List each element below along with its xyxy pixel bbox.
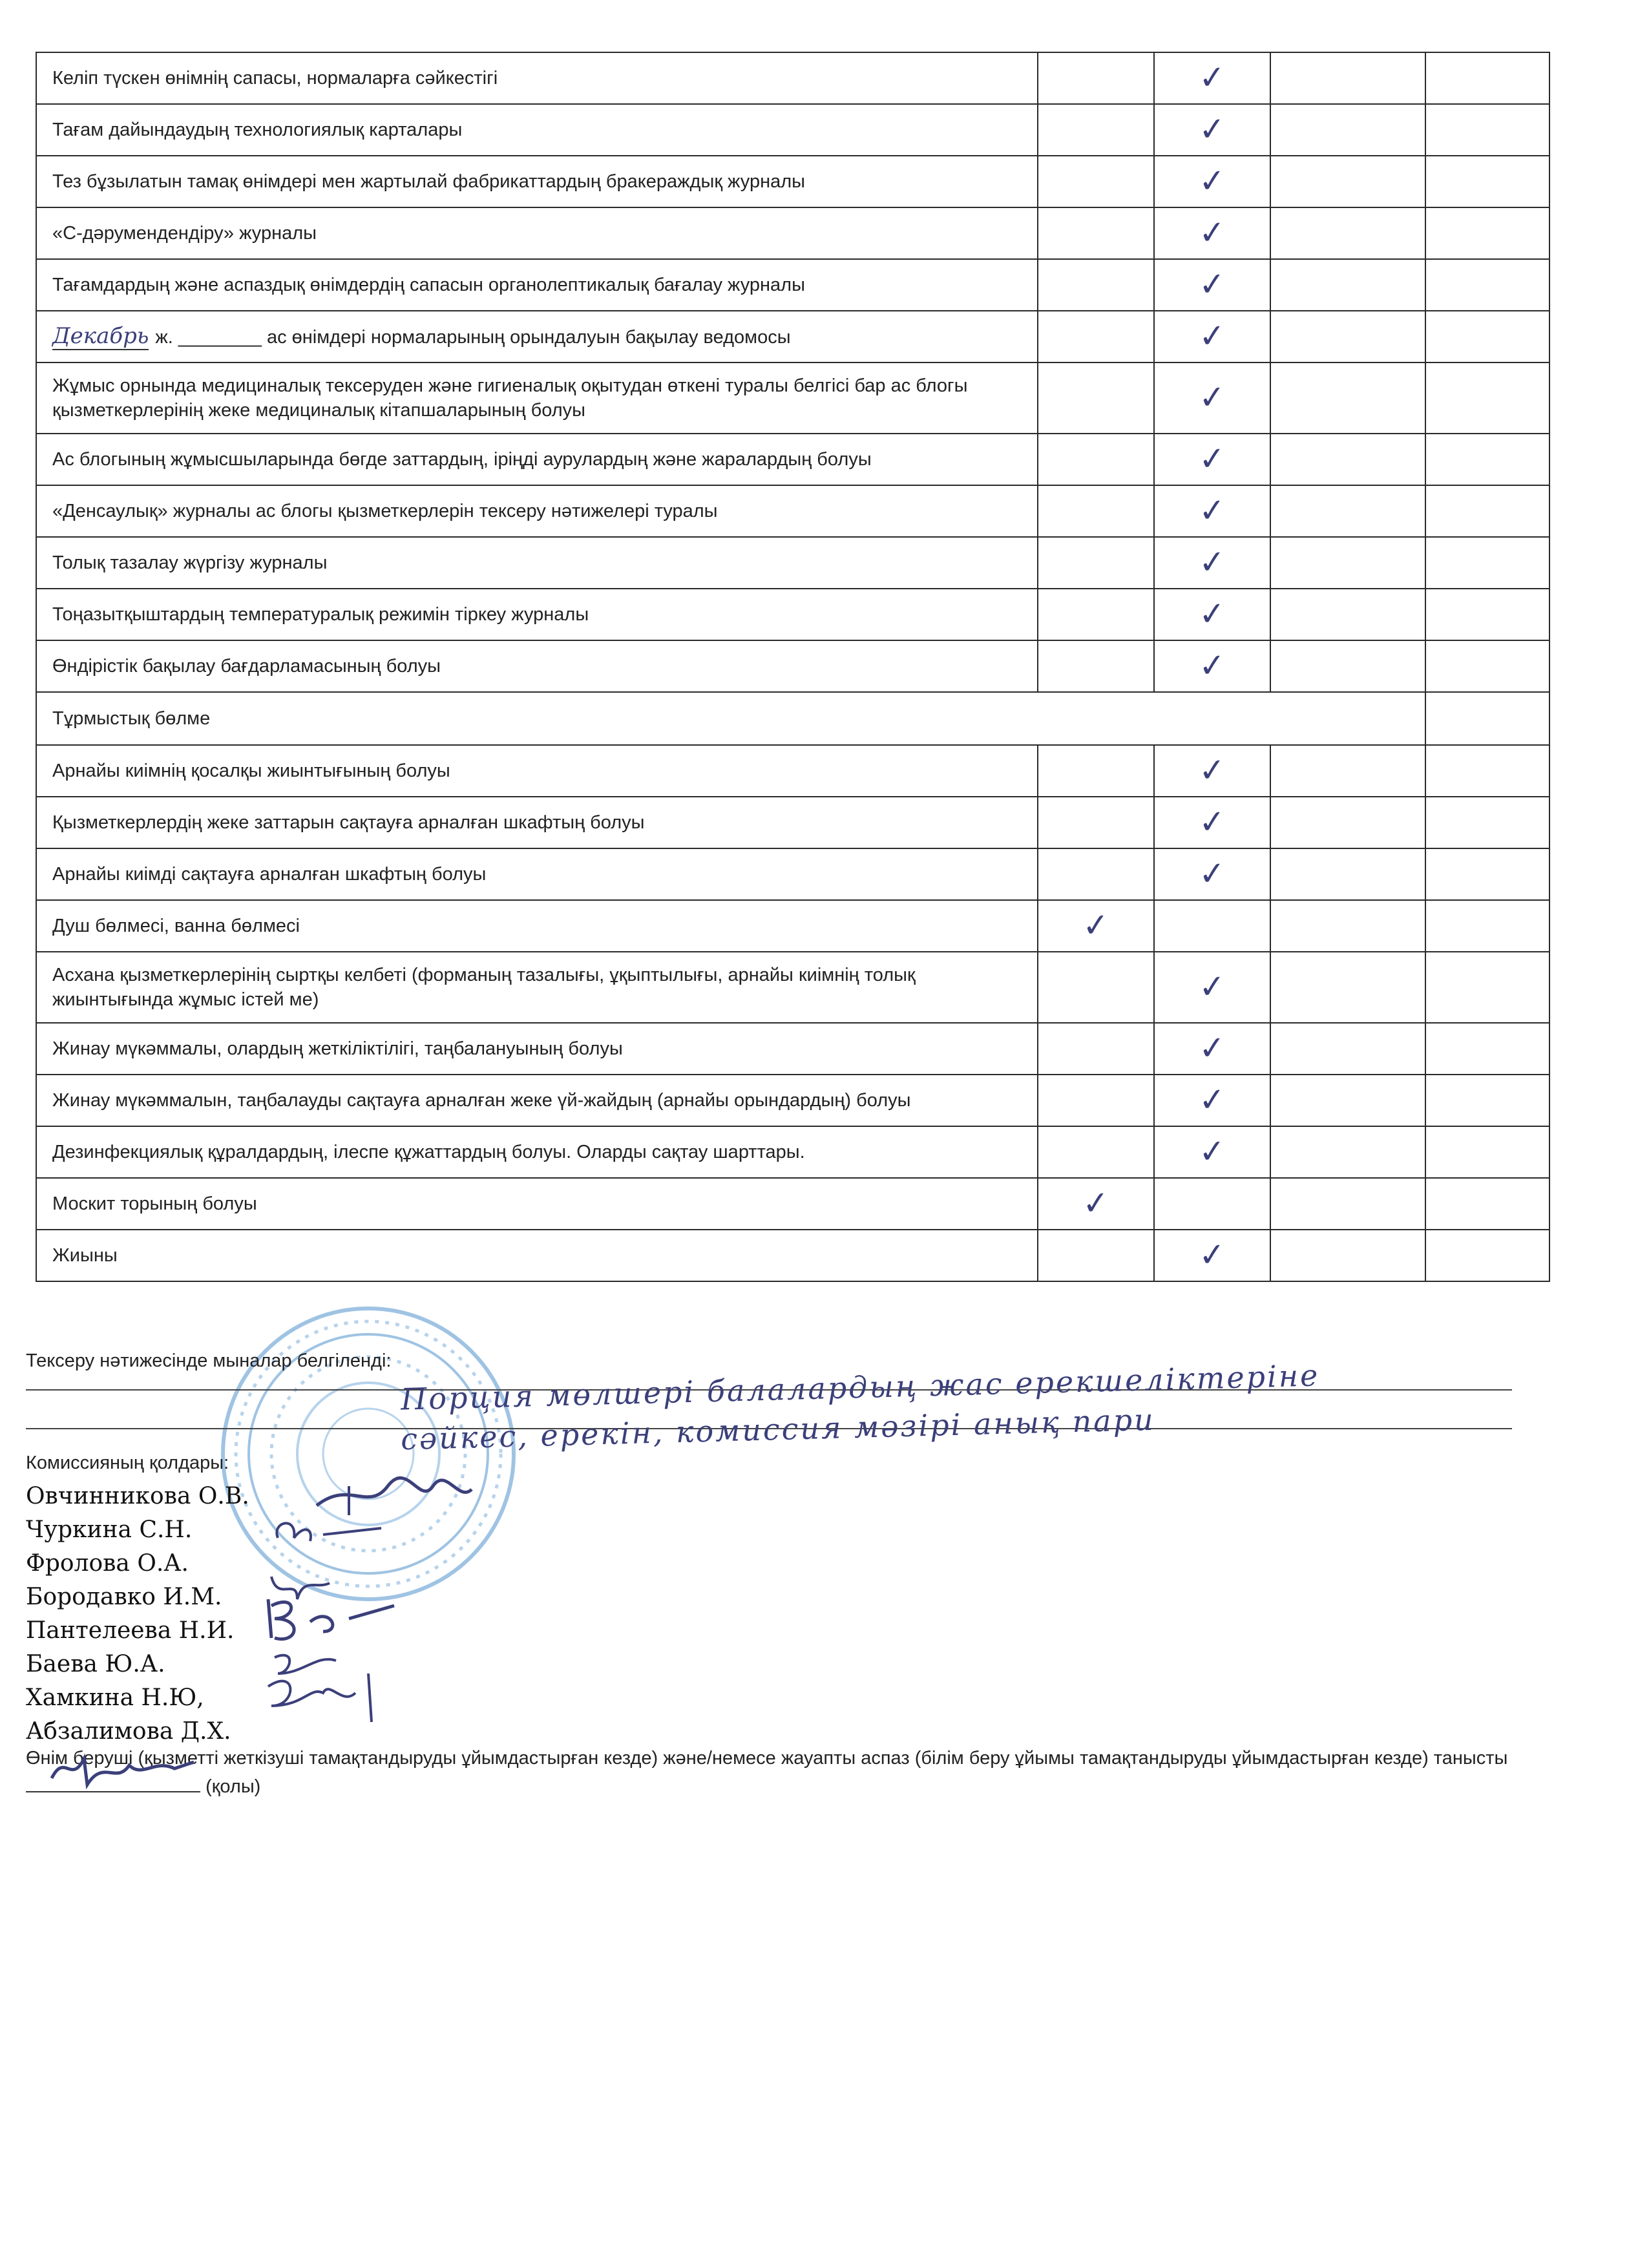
mark-cell [1154, 434, 1270, 485]
check-mark-icon: ✓ [1197, 58, 1227, 98]
producer-acknowledgement [26, 1745, 1512, 1800]
mark-cell [1425, 745, 1549, 797]
section-heading [36, 692, 1425, 745]
mark-cell [1154, 952, 1270, 1023]
row-label-text: Тұрмыстық бөлме [52, 708, 211, 729]
mark-cell [1154, 485, 1270, 537]
check-mark-icon: ✓ [1197, 161, 1227, 201]
mark-cell [1038, 848, 1154, 900]
checklist-row [36, 589, 1549, 640]
producer-signature-line [26, 1772, 200, 1792]
mark-cell [1270, 1230, 1425, 1281]
mark-cell [1270, 259, 1425, 311]
mark-cell [1425, 156, 1549, 207]
signature-4 [258, 1593, 401, 1644]
row-label-text: Тағам дайындаудың технологиялық карталары [52, 120, 463, 140]
mark-cell [1038, 104, 1154, 156]
mark-cell [1154, 640, 1270, 692]
checklist-row [36, 797, 1549, 848]
mark-cell [1425, 1023, 1549, 1075]
mark-cell [1270, 848, 1425, 900]
check-mark-icon: ✓ [1197, 490, 1227, 530]
mark-cell [1038, 311, 1154, 362]
mark-cell [1425, 207, 1549, 259]
commission-members [26, 1480, 249, 1748]
handwritten-month: Декабрь [52, 323, 149, 349]
mark-cell [1038, 362, 1154, 434]
commission-label: Комиссияның қолдары: [26, 1453, 229, 1473]
checklist-row [36, 434, 1549, 485]
mark-cell [1270, 1178, 1425, 1230]
mark-cell [1038, 589, 1154, 640]
mark-cell [1038, 537, 1154, 589]
mark-cell [1270, 797, 1425, 848]
signature-2 [265, 1509, 394, 1554]
row-label-text: Ас блогының жұмысшыларында бөгде заттардың, іріңді аурулардың және жаралардың болуы [52, 449, 872, 470]
row-label [36, 848, 1038, 900]
row-label-text: Келіп түскен өнімнің сапасы, нормаларға сәйкестігі [52, 68, 498, 89]
mark-cell [1270, 207, 1425, 259]
check-mark-icon: ✓ [1081, 905, 1111, 945]
row-label [36, 1023, 1038, 1075]
check-mark-icon: ✓ [1197, 542, 1227, 582]
mark-cell [1154, 311, 1270, 362]
mark-cell [1154, 1178, 1270, 1230]
mark-cell [1154, 797, 1270, 848]
row-label [36, 589, 1038, 640]
check-mark-icon: ✓ [1197, 213, 1227, 253]
mark-cell [1038, 259, 1154, 311]
row-label [36, 485, 1038, 537]
checklist-row [36, 485, 1549, 537]
row-label-text: Өндірістік бақылау бағдарламасының болуы [52, 656, 441, 677]
row-label [36, 745, 1038, 797]
findings-label: Тексеру нәтижесінде мыналар белгіленді: [26, 1350, 392, 1371]
check-mark-icon: ✓ [1197, 802, 1227, 842]
checklist-row [36, 848, 1549, 900]
handwritten-finding-2: сәйкес, ерекін, комиссия мәзірі анық пари [400, 1402, 1156, 1457]
handwritten-finding-1: Порция мөлшері балалардың жас ерекшеліктеріне [400, 1358, 1320, 1417]
mark-cell [1425, 952, 1549, 1023]
checklist-row [36, 311, 1549, 362]
row-label [36, 640, 1038, 692]
mark-cell [1154, 537, 1270, 589]
producer-signature [45, 1746, 200, 1791]
row-label-text: Жиыны [52, 1245, 118, 1266]
commission-member: Фролова О.А. [26, 1550, 189, 1577]
mark-cell [1270, 952, 1425, 1023]
checklist-row [36, 1230, 1549, 1281]
row-label-text: Арнайы киімді сақтауға арналған шкафтың болуы [52, 864, 487, 885]
checklist-row [36, 1126, 1549, 1178]
row-label [36, 1230, 1038, 1281]
row-label-text: Дезинфекциялық құралдардың, ілеспе құжаттардың болуы. Оларды сақтау шарттары. [52, 1142, 805, 1162]
producer-signature-caption: (қолы) [205, 1776, 261, 1797]
check-mark-icon: ✓ [1197, 750, 1227, 790]
row-label-text: Душ бөлмесі, ванна бөлмесі [52, 916, 300, 936]
mark-cell [1154, 745, 1270, 797]
mark-cell [1154, 1126, 1270, 1178]
row-label-text: Арнайы киімнің қосалқы жиынтығының болуы [52, 761, 450, 781]
check-mark-icon: ✓ [1197, 377, 1227, 417]
row-label [36, 434, 1038, 485]
row-label [36, 797, 1038, 848]
mark-cell [1425, 797, 1549, 848]
row-label [36, 104, 1038, 156]
commission-member: Баева Ю.А. [26, 1651, 165, 1677]
check-mark-icon: ✓ [1197, 439, 1227, 479]
mark-cell [1038, 1126, 1154, 1178]
mark-cell [1270, 900, 1425, 952]
mark-cell [1425, 1230, 1549, 1281]
row-label [36, 207, 1038, 259]
row-label [36, 1126, 1038, 1178]
mark-cell [1154, 1075, 1270, 1126]
check-mark-icon: ✓ [1197, 109, 1227, 149]
check-mark-icon: ✓ [1197, 1235, 1227, 1275]
mark-cell [1425, 259, 1549, 311]
commission-member: Абзалимова Д.Х. [26, 1718, 231, 1745]
mark-cell [1154, 900, 1270, 952]
check-mark-icon: ✓ [1197, 264, 1227, 304]
mark-cell [1270, 1075, 1425, 1126]
checklist-row [36, 692, 1549, 745]
check-mark-icon: ✓ [1197, 1028, 1227, 1068]
mark-cell [1154, 362, 1270, 434]
mark-cell [1038, 1178, 1154, 1230]
producer-text: Өнім беруші (қызметті жеткізуші тамақтандыруды ұйымдастырған кезде) және/немесе жауапты аспаз (білім беру ұйымы тамақтандыруды ұйымдастырған кезде) танысты [26, 1748, 1508, 1769]
mark-cell [1270, 156, 1425, 207]
mark-cell [1270, 434, 1425, 485]
mark-cell [1425, 434, 1549, 485]
mark-cell [1038, 52, 1154, 104]
row-label [36, 900, 1038, 952]
checklist-row [36, 1178, 1549, 1230]
checklist-row [36, 1075, 1549, 1126]
mark-cell [1154, 589, 1270, 640]
checklist-row [36, 104, 1549, 156]
mark-cell [1154, 1023, 1270, 1075]
row-label-text: Толық тазалау жүргізу журналы [52, 552, 328, 573]
row-label-text: «С-дәрумендендіру» журналы [52, 223, 317, 244]
checklist-row [36, 537, 1549, 589]
mark-cell [1270, 537, 1425, 589]
commission-member: Чуркина С.Н. [26, 1517, 193, 1543]
check-mark-icon: ✓ [1081, 1183, 1111, 1223]
mark-cell [1425, 692, 1549, 745]
mark-cell [1154, 52, 1270, 104]
checklist-row [36, 259, 1549, 311]
row-label-text: Жұмыс орнында медициналық тексеруден және гигиеналық оқытудан өткені туралы белгісі бар ас блогы қызметкерлерінің жеке медициналық кітапшаларының болуы [52, 375, 968, 421]
mark-cell [1038, 156, 1154, 207]
row-label-text: Жинау мүкәммалын, таңбалауды сақтауға арналған жеке үй-жайдың (арнайы орындардың) болуы [52, 1090, 911, 1111]
check-mark-icon: ✓ [1197, 594, 1227, 634]
row-label [36, 1075, 1038, 1126]
mark-cell [1038, 207, 1154, 259]
row-label [36, 952, 1038, 1023]
row-label-text: Тоңазытқыштардың температуралық режимін тіркеу журналы [52, 604, 589, 625]
commission-member: Хамкина Н.Ю, [26, 1685, 204, 1711]
checklist-row [36, 640, 1549, 692]
mark-cell [1154, 104, 1270, 156]
mark-cell [1270, 362, 1425, 434]
checklist-row [36, 207, 1549, 259]
mark-cell [1038, 1230, 1154, 1281]
check-mark-icon: ✓ [1197, 646, 1227, 686]
mark-cell [1425, 900, 1549, 952]
check-mark-icon: ✓ [1197, 967, 1227, 1007]
mark-cell [1270, 311, 1425, 362]
checklist-row [36, 52, 1549, 104]
row-label-text: Жинау мүкәммалы, олардың жеткіліктілігі, таңбалануының болуы [52, 1038, 623, 1059]
checklist-row [36, 1023, 1549, 1075]
mark-cell [1425, 104, 1549, 156]
mark-cell [1425, 362, 1549, 434]
row-label [36, 537, 1038, 589]
commission-member: Бородавко И.М. [26, 1584, 222, 1610]
row-label-text: ж. ________ ас өнімдері нормаларының орындалуын бақылау ведомосы [155, 327, 791, 348]
row-label-text: «Денсаулық» журналы ас блогы қызметкерлерін тексеру нәтижелері туралы [52, 501, 718, 521]
commission-member: Овчинникова О.В. [26, 1483, 249, 1509]
mark-cell [1270, 52, 1425, 104]
mark-cell [1425, 848, 1549, 900]
signature-6 [258, 1667, 388, 1725]
mark-cell [1425, 537, 1549, 589]
checklist-row [36, 745, 1549, 797]
check-mark-icon: ✓ [1197, 316, 1227, 356]
row-label-text: Тез бұзылатын тамақ өнімдері мен жартылай фабрикаттардың бракераждық журналы [52, 171, 805, 192]
mark-cell [1270, 640, 1425, 692]
row-label [36, 52, 1038, 104]
checklist-body [36, 52, 1549, 1281]
mark-cell [1425, 1126, 1549, 1178]
mark-cell [1038, 485, 1154, 537]
mark-cell [1154, 1230, 1270, 1281]
mark-cell [1270, 1023, 1425, 1075]
mark-cell [1425, 640, 1549, 692]
checklist-row [36, 952, 1549, 1023]
mark-cell [1038, 745, 1154, 797]
mark-cell [1038, 952, 1154, 1023]
mark-cell [1270, 745, 1425, 797]
checklist-row [36, 362, 1549, 434]
mark-cell [1154, 156, 1270, 207]
row-label-text: Асхана қызметкерлерінің сыртқы келбеті (форманың тазалығы, ұқыптылығы, арнайы киімнің толық жиынтығында жұмыс істей ме) [52, 965, 916, 1010]
check-mark-icon: ✓ [1197, 1080, 1227, 1120]
checklist-table [36, 52, 1550, 1282]
checklist-row [36, 156, 1549, 207]
checklist-row [36, 900, 1549, 952]
mark-cell [1154, 207, 1270, 259]
mark-cell [1038, 1075, 1154, 1126]
mark-cell [1425, 1178, 1549, 1230]
mark-cell [1425, 1075, 1549, 1126]
mark-cell [1038, 434, 1154, 485]
mark-cell [1270, 485, 1425, 537]
mark-cell [1425, 311, 1549, 362]
mark-cell [1425, 485, 1549, 537]
row-label [36, 1178, 1038, 1230]
mark-cell [1038, 640, 1154, 692]
row-label [36, 311, 1038, 362]
mark-cell [1270, 589, 1425, 640]
mark-cell [1270, 1126, 1425, 1178]
mark-cell [1038, 797, 1154, 848]
mark-cell [1270, 104, 1425, 156]
mark-cell [1038, 1023, 1154, 1075]
row-label-text: Қызметкерлердің жеке заттарын сақтауға арналған шкафтың болуы [52, 812, 645, 833]
row-label-text: Москит торының болуы [52, 1193, 257, 1214]
mark-cell [1425, 52, 1549, 104]
check-mark-icon: ✓ [1197, 854, 1227, 894]
row-label [36, 156, 1038, 207]
row-label [36, 259, 1038, 311]
check-mark-icon: ✓ [1197, 1131, 1227, 1171]
mark-cell [1154, 848, 1270, 900]
mark-cell [1425, 589, 1549, 640]
mark-cell [1154, 259, 1270, 311]
row-label [36, 362, 1038, 434]
commission-member: Пантелеева Н.И. [26, 1617, 235, 1644]
mark-cell [1038, 900, 1154, 952]
row-label-text: Тағамдардың және аспаздық өнімдердің сапасын органолептикалық бағалау журналы [52, 275, 805, 295]
